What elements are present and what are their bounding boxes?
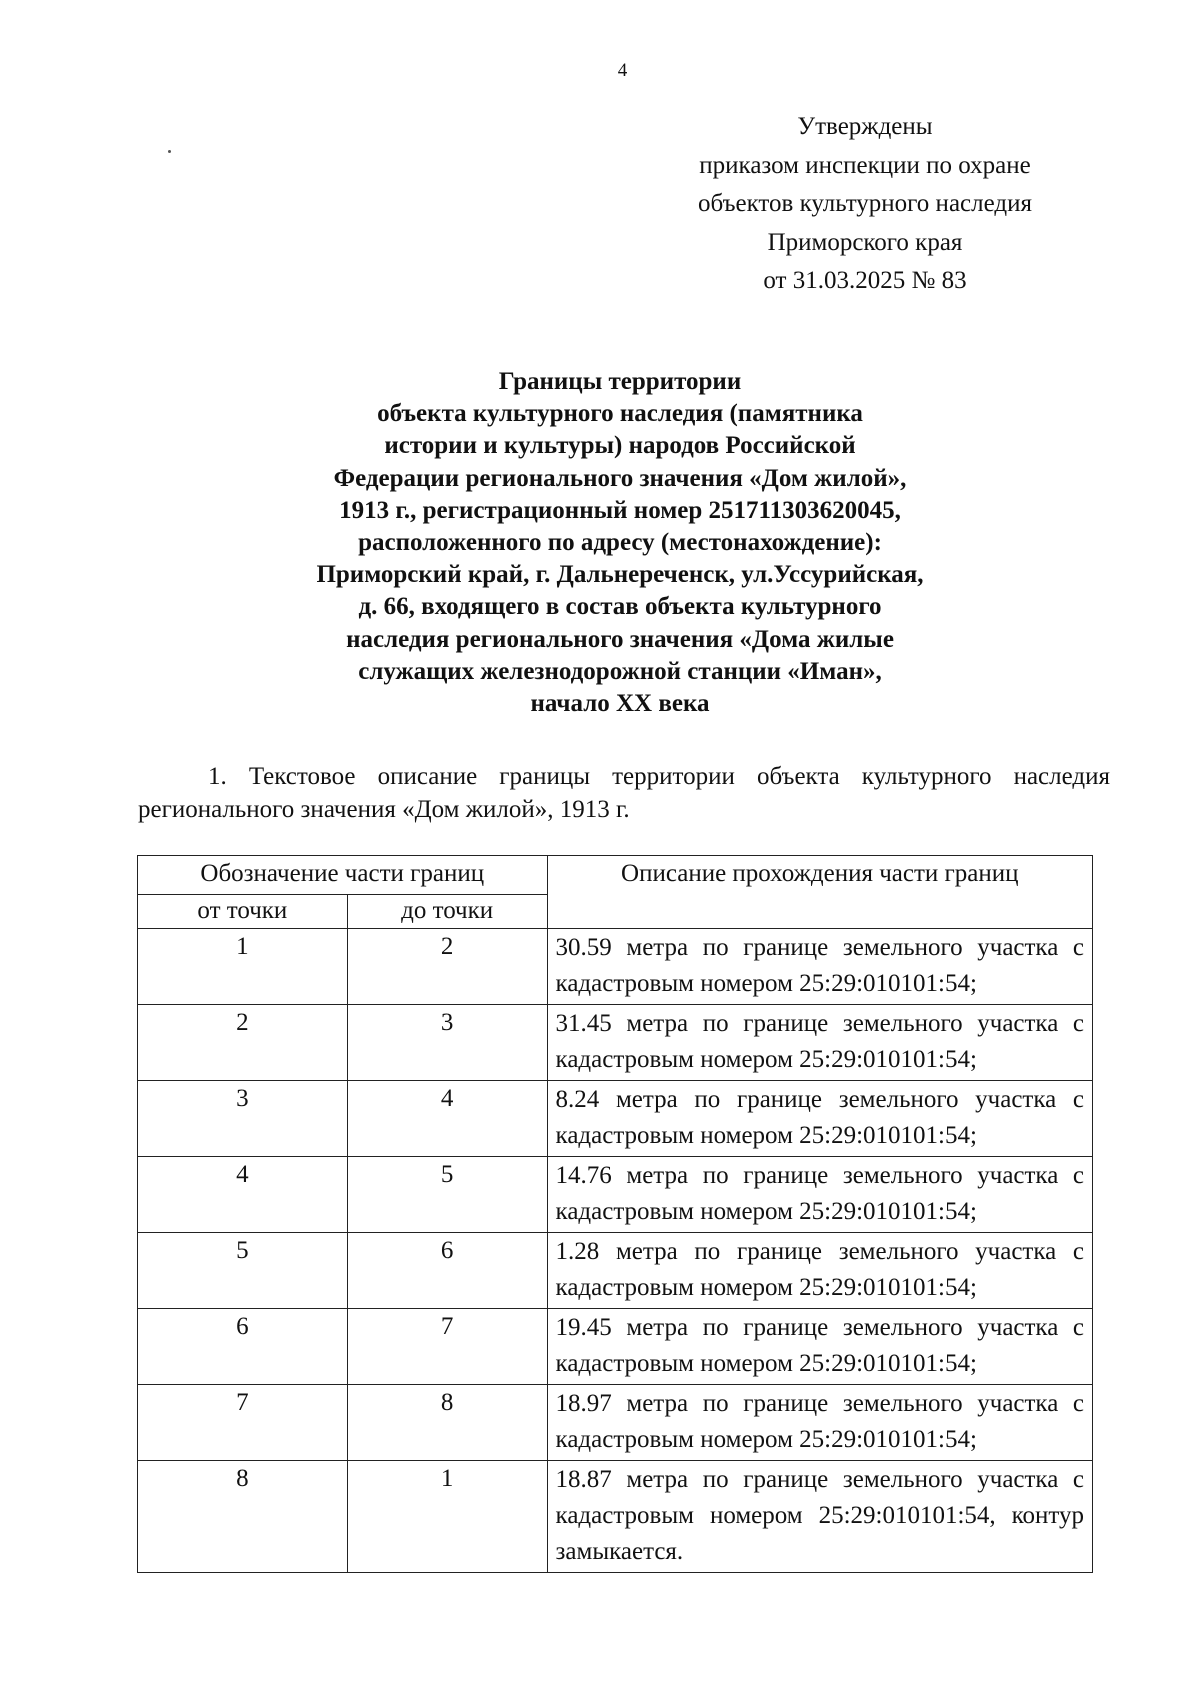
description-paragraph: 1. Текстовое описание границы территории объекта культурного наследия регионального значения «Дом жилой», 1913 г. — [138, 763, 1110, 823]
approval-line: объектов культурного наследия — [698, 190, 1032, 217]
header-to-point: до точки — [347, 895, 547, 929]
description-cell: 19.45 метра по границе земельного участка с кадастровым номером 25:29:010101:54; — [547, 1309, 1092, 1385]
header-group: Обозначение части границ — [138, 856, 548, 895]
description-cell: 30.59 метра по границе земельного участка с кадастровым номером 25:29:010101:54; — [547, 929, 1092, 1005]
title-line: начало XX века — [530, 690, 710, 718]
title-line: объекта культурного наследия (памятника — [377, 400, 863, 428]
approval-line: Приморского края — [767, 228, 963, 256]
header-description: Описание прохождения части границ — [547, 856, 1092, 929]
title-line: Границы территории — [498, 368, 742, 395]
from-point-cell: 2 — [138, 1005, 348, 1081]
to-point-cell: 6 — [347, 1233, 547, 1309]
to-point-cell: 7 — [347, 1309, 547, 1385]
table-row — [138, 1385, 1093, 1461]
title-line: наследия регионального значения «Дома жилые — [346, 625, 894, 653]
boundary-table — [137, 855, 1093, 1573]
table-row — [138, 1309, 1093, 1385]
title-line: д. 66, входящего в состав объекта культурного — [358, 593, 882, 621]
to-point-cell: 2 — [347, 929, 547, 1005]
table-row — [138, 1005, 1093, 1081]
description-cell: 14.76 метра по границе земельного участка с кадастровым номером 25:29:010101:54; — [547, 1157, 1092, 1233]
title-line: служащих железнодорожной станции «Иман», — [358, 657, 882, 685]
to-point-cell: 1 — [347, 1461, 547, 1573]
description-cell: 1.28 метра по границе земельного участка с кадастровым номером 25:29:010101:54; — [547, 1233, 1092, 1309]
approval-line: Утверждены — [797, 113, 933, 140]
approval-block — [650, 108, 1080, 301]
approval-line: приказом инспекции по охране — [699, 151, 1031, 179]
approval-line: от 31.03.2025 № 83 — [763, 267, 967, 294]
to-point-cell: 5 — [347, 1157, 547, 1233]
table-row — [138, 929, 1093, 1005]
title-line: 1913 г., регистрационный номер 251711303620045, — [339, 496, 901, 524]
to-point-cell: 4 — [347, 1081, 547, 1157]
to-point-cell: 3 — [347, 1005, 547, 1081]
description-cell: 18.87 метра по границе земельного участка с кадастровым номером 25:29:010101:54, контур замыкается. — [547, 1461, 1092, 1573]
table-row — [138, 1233, 1093, 1309]
title-line: истории и культуры) народов Российской — [384, 432, 856, 460]
from-point-cell: 1 — [138, 929, 348, 1005]
from-point-cell: 8 — [138, 1461, 348, 1573]
title-line: Федерации регионального значения «Дом жилой», — [333, 464, 907, 492]
description-cell: 31.45 метра по границе земельного участка с кадастровым номером 25:29:010101:54; — [547, 1005, 1092, 1081]
header-from-point: от точки — [138, 895, 348, 929]
to-point-cell: 8 — [347, 1385, 547, 1461]
scan-speck — [168, 150, 171, 153]
table-row — [138, 1157, 1093, 1233]
title-line: расположенного по адресу (местонахождение): — [358, 529, 882, 557]
document-title — [220, 366, 1020, 720]
from-point-cell: 3 — [138, 1081, 348, 1157]
table-row — [138, 1081, 1093, 1157]
from-point-cell: 5 — [138, 1233, 348, 1309]
description-cell: 18.97 метра по границе земельного участка с кадастровым номером 25:29:010101:54; — [547, 1385, 1092, 1461]
title-line: Приморский край, г. Дальнереченск, ул.Уссурийская, — [316, 561, 924, 589]
description-cell: 8.24 метра по границе земельного участка с кадастровым номером 25:29:010101:54; — [547, 1081, 1092, 1157]
from-point-cell: 6 — [138, 1309, 348, 1385]
from-point-cell: 7 — [138, 1385, 348, 1461]
from-point-cell: 4 — [138, 1157, 348, 1233]
page-number: 4 — [617, 60, 628, 81]
table-row — [138, 1461, 1093, 1573]
